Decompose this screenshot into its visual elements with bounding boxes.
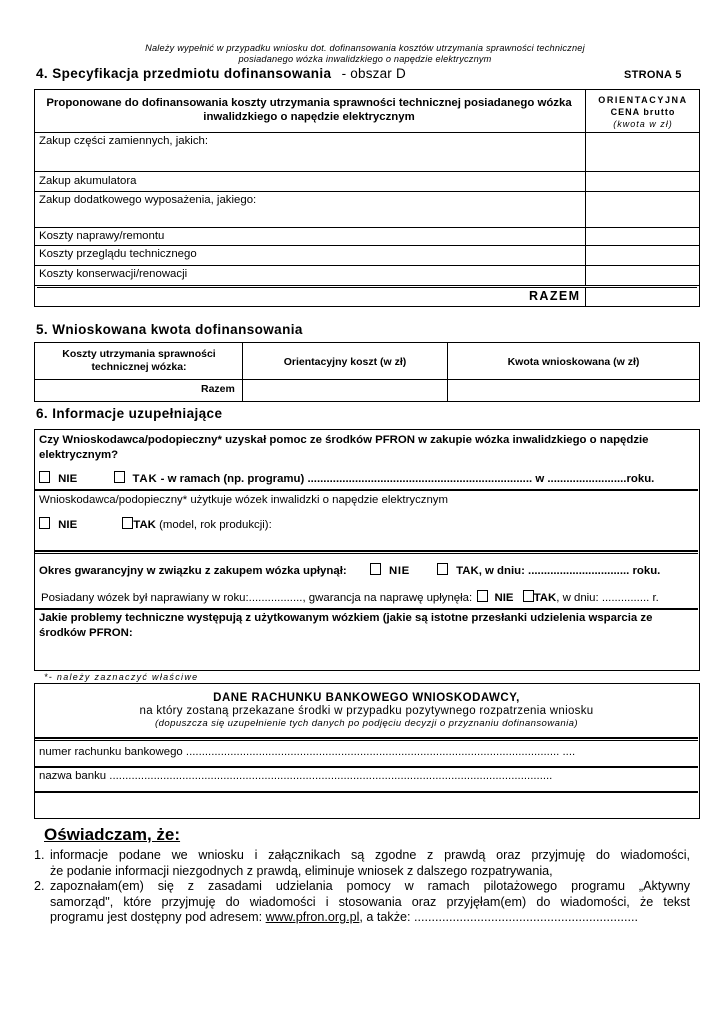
total-label: RAZEM <box>529 289 581 303</box>
row-battery: Zakup akumulatora <box>39 175 137 187</box>
q4-yes-checkbox[interactable] <box>523 590 534 602</box>
q2-answers <box>39 517 272 531</box>
section4-col1-header: Proponowane do dofinansowania koszty utrzymania sprawności technicznej posiadanego wózka inwalidzkiego o napędzie elektrycznym <box>46 97 572 123</box>
declaration-item-2-line3 <box>50 910 690 926</box>
header-note <box>60 43 670 64</box>
q2-no-checkbox[interactable] <box>39 517 50 529</box>
declaration-item-2-line3b: , a także: ................................................................ <box>359 910 638 924</box>
declaration-item-1-line2: że podanie informacji niezgodnych z prawdą, eliminuje wniosek z dalszego rozpatrywania, <box>50 863 553 878</box>
q4-yes-label: TAK <box>533 592 557 604</box>
total-price-cell[interactable] <box>587 288 697 305</box>
section5-table <box>34 342 700 402</box>
bank-subtitle: na który zostaną przekazane środki w przypadku pozytywnego rozpatrzenia wniosku <box>139 705 594 717</box>
row-maintenance: Koszty konserwacji/renowacji <box>39 268 188 280</box>
section4-col2-header <box>587 94 699 130</box>
declaration-item-2-line3a: programu jest dostępny pod adresem: <box>50 910 266 924</box>
price-cell-battery[interactable] <box>587 173 697 190</box>
q2-yes-checkbox[interactable] <box>122 517 133 529</box>
bank-title: DANE RACHUNKU BANKOWEGO WNIOSKODAWCY, <box>213 692 520 704</box>
q3-yes-checkbox[interactable] <box>437 563 448 575</box>
section5-title: 5. Wnioskowana kwota dofinansowania <box>36 322 303 337</box>
pfron-link[interactable]: www.pfron.org.pl <box>265 910 360 924</box>
price-cell-extra-equipment[interactable] <box>587 193 697 226</box>
declaration-title: Oświadczam, że: <box>44 825 181 844</box>
declaration-item-2 <box>34 879 690 926</box>
price-cell-inspection[interactable] <box>587 247 697 264</box>
bank-header <box>35 692 698 729</box>
q2-yes-details: (model, rok produkcji): <box>155 519 272 531</box>
account-number-field[interactable]: numer rachunku bankowego ...................................................................................................................... .... <box>39 746 576 758</box>
declaration-item-2-line1: zapoznałam(em) się z zasadami udzielania pomocy w ramach pilotażowego programu „Aktywny <box>50 879 690 893</box>
q5-text: Jakie problemy techniczne występują z użytkowanym wózkiem (jakie są istotne przesłanki udzielenia wsparcia ze środków PFRON: <box>39 612 653 639</box>
section4-title-text: 4. Specyfikacja przedmiotu dofinansowania <box>36 66 332 81</box>
q4-text: Posiadany wózek był naprawiany w roku:................., gwarancja na naprawę upłynęła: <box>41 592 473 604</box>
section6-box <box>34 429 700 671</box>
q1-yes-details: - w ramach (np. programu) ....................................................................... w .........................roku. <box>157 473 655 485</box>
section4-table <box>34 89 700 307</box>
q3-yes-label: TAK, w dniu: ................................ roku. <box>456 565 661 577</box>
row-inspection: Koszty przeglądu technicznego <box>39 248 197 260</box>
q4-row <box>41 590 659 604</box>
q3-row <box>39 563 660 577</box>
page-label: STRONA 5 <box>624 69 682 81</box>
bank-box <box>34 683 700 819</box>
orientational-cost-cell[interactable] <box>244 381 446 400</box>
section6-title: 6. Informacje uzupełniające <box>36 406 223 421</box>
row-repair: Koszty naprawy/remontu <box>39 230 165 242</box>
q1-no-label: NIE <box>58 473 78 485</box>
declaration-item-2-line2: samorząd", które przyjmuję do wiadomości i stosowania oraz przyjęłam(em) do wiadomości, że tekst <box>50 894 690 909</box>
declaration-list <box>34 848 690 926</box>
q2-no-label: NIE <box>58 519 78 531</box>
section4-title <box>36 66 406 81</box>
q1-text: Czy Wnioskodawca/podopieczny* uzyskał pomoc ze środków PFRON w zakupie wózka inwalidzkiego o napędzie elektrycznym? <box>39 434 649 461</box>
header-note-line2: posiadanego wózka inwalidzkiego o napędzie elektrycznym <box>238 53 492 64</box>
q2-text: Wnioskodawca/podopieczny* użytkuje wózek inwalidzki o napędzie elektrycznym <box>39 494 448 506</box>
footnote: *- należy zaznaczyć właściwe <box>44 672 199 682</box>
section5-col2: Orientacyjny koszt (w zł) <box>283 356 407 368</box>
q1-yes-checkbox[interactable] <box>114 471 125 483</box>
q1-no-checkbox[interactable] <box>39 471 50 483</box>
declaration-item-1-number: 1. <box>34 848 45 862</box>
header-note-line1: Należy wypełnić w przypadku wniosku dot. dofinansowania kosztów utrzymania sprawności technicznej <box>145 43 585 53</box>
q5-answer-area[interactable] <box>37 642 697 668</box>
row-extra-equipment: Zakup dodatkowego wyposażenia, jakiego: <box>39 194 257 206</box>
price-cell-spare-parts[interactable] <box>587 134 697 170</box>
row-spare-parts: Zakup części zamiennych, jakich: <box>39 135 209 147</box>
price-cell-repair[interactable] <box>587 229 697 244</box>
section5-row-label: Razem <box>201 383 235 395</box>
section4-subtitle: - obszar D <box>341 66 406 81</box>
bank-note: (dopuszcza się uzupełnienie tych danych po podjęciu decyzji o przyznaniu dofinansowania) <box>155 718 578 729</box>
col2-header-line1: ORIENTACYJNA <box>598 95 688 105</box>
section5-col1: Koszty utrzymania sprawności technicznej wózka: <box>62 348 216 373</box>
price-cell-maintenance[interactable] <box>587 267 697 284</box>
q3-no-checkbox[interactable] <box>370 563 381 575</box>
declaration-item-1-line1: informacje podane we wniosku i załącznikach są zgodne z prawdą oraz przyjmuję do wiadomości, <box>50 848 690 862</box>
col2-header-line3: (kwota w zł) <box>613 119 673 129</box>
q4-no-label: NIE <box>494 592 514 604</box>
q2-yes-label: TAK <box>133 519 156 531</box>
q4-no-checkbox[interactable] <box>477 590 488 602</box>
bank-name-field[interactable]: nazwa banku ............................................................................................................................................ <box>39 770 553 782</box>
q4-yes-details: , w dniu: ............... r. <box>556 592 659 604</box>
q3-text: Okres gwarancyjny w związku z zakupem wózka upłynął: <box>39 565 347 577</box>
declaration-item-1 <box>34 848 690 879</box>
q3-no-label: NIE <box>389 565 410 577</box>
section5-col3: Kwota wnioskowana (w zł) <box>507 356 640 368</box>
bank-extra-field[interactable] <box>37 795 696 816</box>
requested-amount-cell[interactable] <box>449 381 698 400</box>
declaration-item-2-number: 2. <box>34 879 45 893</box>
q1-yes-label: TAK <box>132 473 158 485</box>
col2-header-line2: CENA brutto <box>610 107 676 117</box>
q1-answers <box>39 471 654 485</box>
